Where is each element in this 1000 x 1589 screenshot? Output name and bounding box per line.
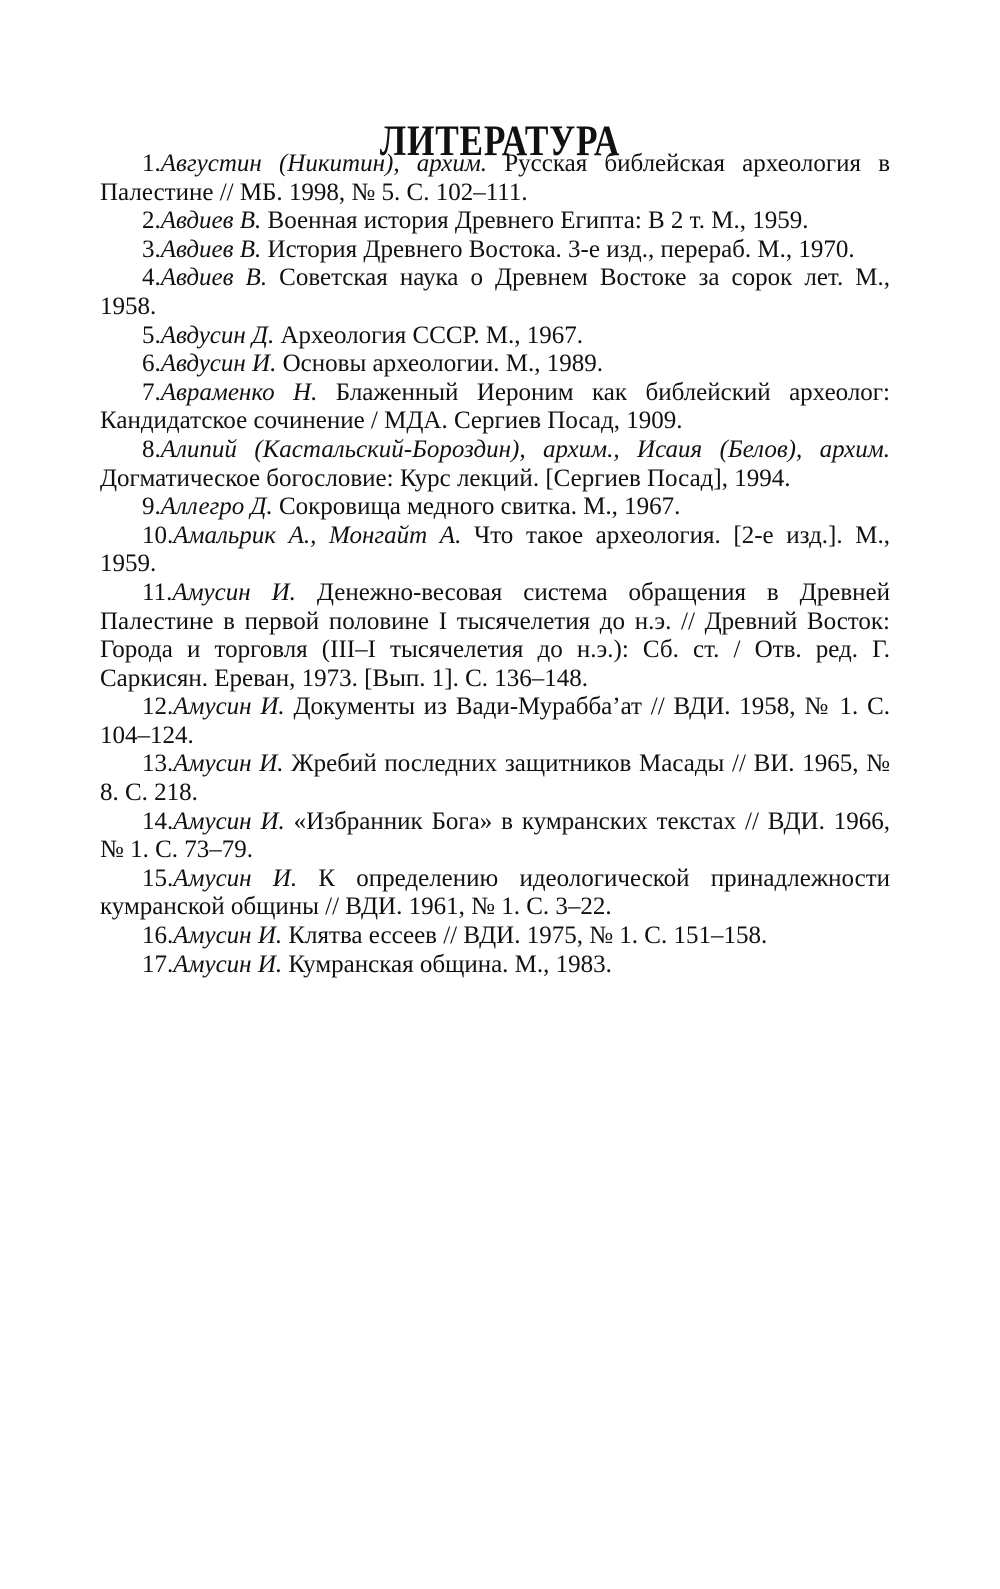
bibliography-entry xyxy=(100,922,890,951)
bibliography-entry xyxy=(100,750,890,807)
entry-text: История Древнего Востока. 3-е изд., перераб. М., 1970. xyxy=(261,235,855,263)
entry-text: Денежно-весовая система обращения в Древней Палестине в первой половине I тысячелетия до н.э. // Древний Восток: Города и торговля (III–I тысячелетия до н.э.): Сб. ст. / Отв. ред. Г. Саркисян. Ереван, 1973. [Вып. 1]. С. 136–148. xyxy=(100,578,890,692)
entry-text: Сокровища медного свитка. М., 1967. xyxy=(272,493,681,521)
entry-number: 16. xyxy=(142,922,174,950)
entry-author: Амусин И. xyxy=(173,750,284,778)
entry-number: 15. xyxy=(142,864,174,892)
bibliography-list xyxy=(100,150,890,979)
entry-text: Основы археологии. М., 1989. xyxy=(276,350,603,378)
bibliography-entry xyxy=(100,379,890,436)
entry-number: 13. xyxy=(142,750,174,778)
entry-author: Амусин И. xyxy=(172,578,296,606)
bibliography-entry xyxy=(100,693,890,750)
entry-number: 7. xyxy=(142,378,161,406)
entry-text: Что такое археология. [2-е изд.]. М., 1959. xyxy=(100,521,890,578)
entry-author: Авраменко Н. xyxy=(160,378,318,406)
entry-number: 12. xyxy=(142,693,174,721)
entry-text: Военная история Древнего Египта: В 2 т. М., 1959. xyxy=(261,207,809,235)
entry-author: Алипий (Кастальский-Бороздин), архим., Исаия (Белов), архим. xyxy=(160,435,890,463)
bibliography-entry xyxy=(100,264,890,321)
entry-number: 9. xyxy=(142,493,161,521)
entry-author: Авдусин И. xyxy=(160,350,277,378)
page-title: ЛИТЕРАТУРА xyxy=(379,117,621,165)
bibliography-entry xyxy=(100,808,890,865)
entry-author: Амусин И. xyxy=(173,693,285,721)
entry-text: Жребий последних защитников Масады // ВИ. 1965, № 8. С. 218. xyxy=(100,750,890,807)
entry-author: Аллегро Д. xyxy=(160,493,273,521)
entry-number: 2. xyxy=(142,207,161,235)
entry-author: Авдиев В. xyxy=(160,235,262,263)
entry-author: Амусин И. xyxy=(173,864,298,892)
bibliography-entry xyxy=(100,951,890,980)
entry-number: 8. xyxy=(142,435,161,463)
bibliography-entry xyxy=(100,322,890,351)
entry-number: 11. xyxy=(142,578,173,606)
entry-text: К определению идеологической принадлежности кумранской общины // ВДИ. 1961, № 1. С. 3–22. xyxy=(100,864,890,921)
entry-number: 10. xyxy=(142,521,174,549)
bibliography-entry xyxy=(100,865,890,922)
entry-author: Амусин И. xyxy=(173,807,285,835)
entry-number: 3. xyxy=(142,235,161,263)
bibliography-entry xyxy=(100,150,890,207)
entry-author: Амальрик А., Монгайт А. xyxy=(173,521,462,549)
entry-text: Документы из Вади-Мурабба’ат // ВДИ. 1958, № 1. С. 104–124. xyxy=(100,693,891,749)
entry-number: 5. xyxy=(142,321,161,349)
entry-number: 4. xyxy=(142,264,161,292)
entry-number: 1. xyxy=(142,150,161,177)
entry-text: «Избранник Бога» в кумранских текстах // ВДИ. 1966, № 1. С. 73–79. xyxy=(100,807,890,864)
entry-author: Амусин И. xyxy=(173,950,283,978)
bibliography-entry xyxy=(100,436,890,493)
entry-text: Догматическое богословие: Курс лекций. [Сергиев Посад], 1994. xyxy=(100,464,791,492)
entry-number: 14. xyxy=(142,807,174,835)
entry-number: 17. xyxy=(142,950,174,978)
entry-author: Авдиев В. xyxy=(160,264,268,292)
entry-author: Августин (Никитин), архим. xyxy=(160,150,488,177)
bibliography-entry xyxy=(100,493,890,522)
bibliography-entry xyxy=(100,207,890,236)
bibliography-entry xyxy=(100,236,890,265)
bibliography-entry xyxy=(100,579,890,693)
bibliography-entry xyxy=(100,522,890,579)
entry-author: Амусин И. xyxy=(173,922,283,950)
entry-number: 6. xyxy=(142,350,161,378)
entry-author: Авдусин Д. xyxy=(160,321,275,349)
entry-text: Советская наука о Древнем Востоке за сорок лет. М., 1958. xyxy=(100,264,890,320)
entry-text: Блаженный Иероним как библейский археолог: Кандидатское сочинение / МДА. Сергиев Посад, 1909. xyxy=(100,378,891,435)
entry-text: Русская библейская археология в Палестине // МБ. 1998, № 5. С. 102–111. xyxy=(100,150,890,206)
entry-text: Археология СССР. М., 1967. xyxy=(274,321,584,349)
entry-text: Клятва ессеев // ВДИ. 1975, № 1. С. 151–158. xyxy=(282,922,768,950)
bibliography-entry xyxy=(100,350,890,379)
entry-text: Кумранская община. М., 1983. xyxy=(282,950,612,978)
entry-author: Авдиев В. xyxy=(160,207,262,235)
